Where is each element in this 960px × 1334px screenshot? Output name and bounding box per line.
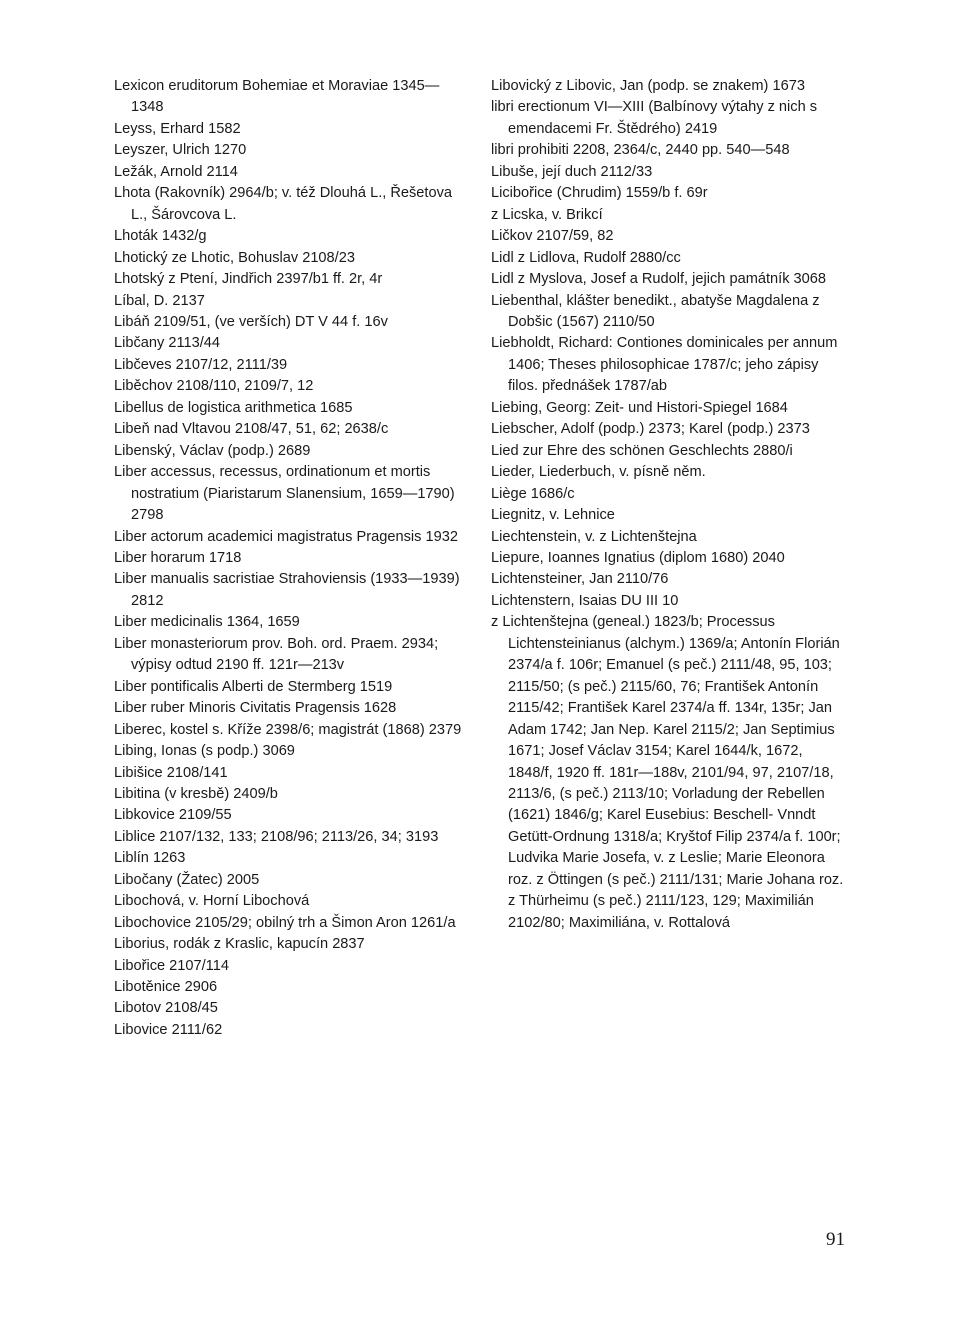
index-entry: Liběchov 2108/110, 2109/7, 12 (114, 378, 314, 395)
index-entry: Libovice 2111/62 (114, 1021, 223, 1038)
index-entry: Libuše, její duch 2112/33 (491, 163, 653, 180)
index-entry: z Lichtenštejna (geneal.) 1823/b; Processus Lichtensteinianus (alchym.) 1369/a; Antonín Florián 2374/a f. 106r; Emanuel (s peč.) 2111/48, 95, 103; 2115/50; (s peč.) 2115/60, 76; František Antonín 2115/42; František Karel 2374/a ff. 134r, 135r; Jan Adam 1742; Jan Nep. Karel 2115/2; Jan Septimius 1671; Josef Václav 3154; Karel 1644/k, 1672, 1848/f, 1920 ff. 181r—188v, 2101/94, 97, 2107/18, 2113/6, (s peč.) 2113/10; Vorladung der Rebellen (1621) 1846/g; Karel Eusebius: Beschell- Vnndt Getütt-Ordnung 1318/a; Kryštof Filip 2374/a f. 100r; Ludvika Marie Josefa, v. z Leslie; Marie Eleonora roz. z Öttingen (s peč.) 2111/131; Marie Johana roz. z Thürheimu (s peč.) 2111/123, 129; Maximilián 2102/80; Maximiliána, v. Rottalová (491, 614, 844, 931)
index-entry: Liber ruber Minoris Civitatis Pragensis 1628 (114, 700, 397, 717)
index-entry: Libing, Ionas (s podp.) 3069 (114, 743, 295, 760)
index-entry: Liber pontificalis Alberti de Stermberg 1519 (114, 678, 393, 695)
index-entry: libri prohibiti 2208, 2364/c, 2440 pp. 540—548 (491, 142, 790, 159)
index-entry: Liebing, Georg: Zeit- und Histori-Spiegel 1684 (491, 399, 788, 416)
index-entry: Libotov 2108/45 (114, 1000, 218, 1017)
index-entry: Libotěnice 2906 (114, 979, 218, 996)
index-entry: Liblice 2107/132, 133; 2108/96; 2113/26, 34; 3193 (114, 828, 439, 845)
index-entry: Lexicon eruditorum Bohemiae et Moraviae 1345—1348 (114, 78, 440, 116)
index-entry: Libellus de logistica arithmetica 1685 (114, 399, 353, 416)
index-entry: Liber horarum 1718 (114, 549, 242, 566)
index-entry: Ličkov 2107/59, 82 (491, 228, 614, 245)
index-entry: Libořice 2107/114 (114, 957, 229, 974)
index-entry: Liebholdt, Richard: Contiones dominicales per annum 1406; Theses philosophicae 1787/c; jeho zápisy filos. přednášek 1787/ab (491, 335, 838, 395)
index-entry: Libkovice 2109/55 (114, 807, 232, 824)
index-entry: libri erectionum VI—XIII (Balbínovy výtahy z nich s emendacemi Fr. Štědrého) 2419 (491, 99, 818, 137)
index-entry: Libochová, v. Horní Libochová (114, 893, 310, 910)
index-entry: Liber monasteriorum prov. Boh. ord. Praem. 2934; výpisy odtud 2190 ff. 121r—213v (114, 635, 439, 674)
index-entry: Libenský, Václav (podp.) 2689 (114, 442, 311, 459)
index-entry: Liber medicinalis 1364, 1659 (114, 614, 300, 631)
index-entry: Liepure, Ioannes Ignatius (diplom 1680) 2040 (491, 549, 785, 566)
index-entry: Lieder, Liederbuch, v. písně něm. (491, 464, 706, 481)
index-entry: Liblín 1263 (114, 850, 186, 867)
index-entry: Liber actorum academici magistratus Pragensis 1932 (114, 528, 458, 545)
index-entry: Libitina (v kresbě) 2409/b (114, 785, 278, 802)
index-entry: Liber manualis sacristiae Strahoviensis (1933—1939) 2812 (114, 571, 460, 609)
index-entry: Líbal, D. 2137 (114, 292, 205, 309)
index-entry: Libáň 2109/51, (ve verších) DT V 44 f. 16v (114, 313, 388, 330)
index-entry: Liber accessus, recessus, ordinationum et mortis nostratium (Piaristarum Slanensium, 1659—1790) 2798 (114, 464, 455, 524)
index-entry: Licibořice (Chrudim) 1559/b f. 69r (491, 185, 708, 202)
index-entry: Lhoták 1432/g (114, 228, 207, 245)
index-entry: Ležák, Arnold 2114 (114, 163, 238, 180)
index-entry: Libišice 2108/141 (114, 764, 228, 781)
index-entry: Liebenthal, klášter benedikt., abatyše Magdalena z Dobšic (1567) 2110/50 (491, 292, 820, 330)
index-entry: Libčeves 2107/12, 2111/39 (114, 356, 288, 373)
index-entry: Leyszer, Ulrich 1270 (114, 142, 247, 159)
index-entry: Lidl z Lidlova, Rudolf 2880/cc (491, 249, 681, 266)
index-entry: Lhotický ze Lhotic, Bohuslav 2108/23 (114, 249, 355, 266)
right-index-column (491, 76, 851, 934)
index-entry: Lied zur Ehre des schönen Geschlechts 2880/i (491, 442, 793, 459)
index-entry: Liberec, kostel s. Kříže 2398/6; magistrát (1868) 2379 (114, 721, 462, 738)
index-entry: Libochovice 2105/29; obilný trh a Šimon Aron 1261/a (114, 914, 456, 931)
left-index-column (114, 76, 466, 1041)
index-entry: Liegnitz, v. Lehnice (491, 507, 615, 524)
index-entry: Libčany 2113/44 (114, 335, 221, 352)
index-entry: Lichtenstern, Isaias DU III 10 (491, 592, 679, 609)
index-entry: Lhota (Rakovník) 2964/b; v. též Dlouhá L., Řešetova L., Šárovcova L. (114, 185, 453, 223)
index-entry: Lidl z Myslova, Josef a Rudolf, jejich památník 3068 (491, 271, 827, 288)
index-entry: Libočany (Žatec) 2005 (114, 871, 260, 888)
page-number: 91 (826, 1229, 845, 1250)
index-entry: Leyss, Erhard 1582 (114, 120, 241, 137)
index-entry: Liborius, rodák z Kraslic, kapucín 2837 (114, 936, 365, 953)
index-entry: Lhotský z Ptení, Jindřich 2397/b1 ff. 2r, 4r (114, 271, 383, 288)
index-entry: Liège 1686/c (491, 485, 575, 502)
index-entry: Libovický z Libovic, Jan (podp. se znakem) 1673 (491, 78, 805, 94)
index-entry: Lichtensteiner, Jan 2110/76 (491, 571, 669, 588)
index-entry: z Licska, v. Brikcí (491, 206, 603, 223)
index-entry: Libeň nad Vltavou 2108/47, 51, 62; 2638/c (114, 421, 389, 438)
index-entry: Liechtenstein, v. z Lichtenštejna (491, 528, 697, 545)
index-entry: Liebscher, Adolf (podp.) 2373; Karel (podp.) 2373 (491, 421, 810, 438)
